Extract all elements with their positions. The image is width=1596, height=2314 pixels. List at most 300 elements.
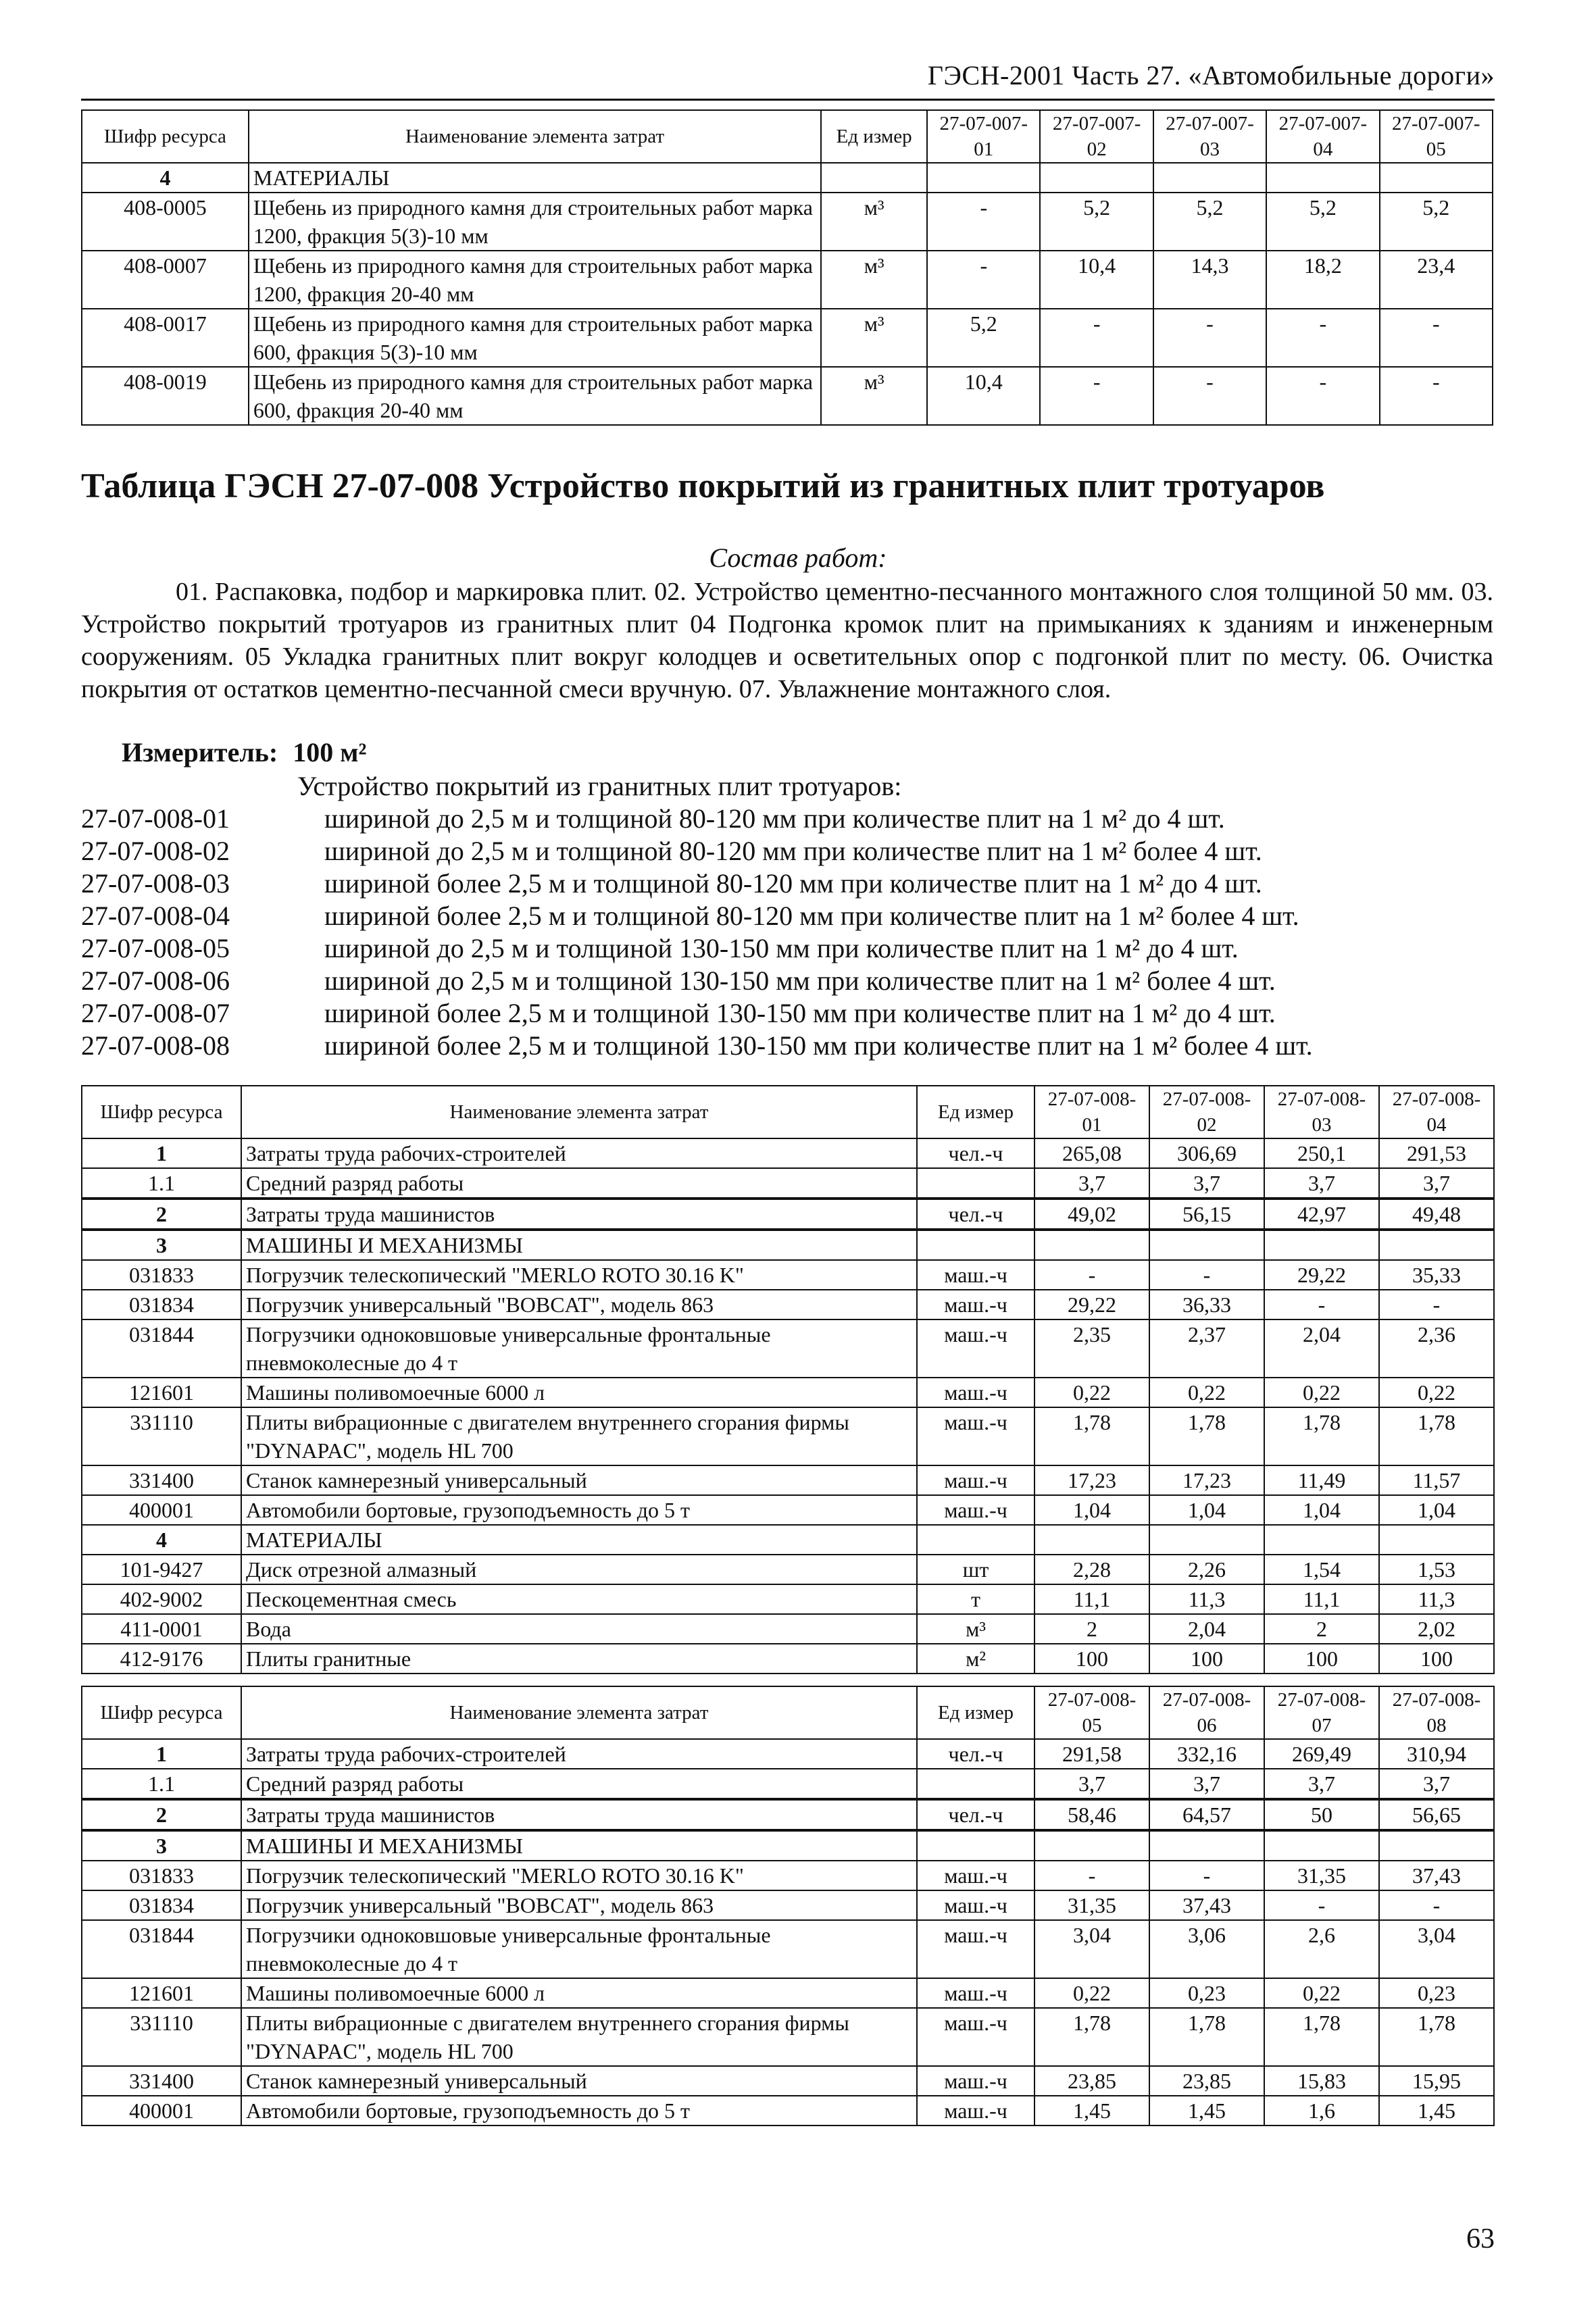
table-row — [82, 1199, 1494, 1230]
variant-text: шириной более 2,5 м и толщиной 130-150 мм при количестве плит на 1 м² до 4 шт. — [324, 998, 1276, 1028]
column-header: 27-07-008-03 — [1264, 1086, 1379, 1138]
value-cell: - — [1149, 1861, 1264, 1890]
value-cell: 1,53 — [1379, 1555, 1494, 1584]
value-cell: 35,33 — [1379, 1260, 1494, 1290]
header-rule — [81, 99, 1495, 101]
table-row — [82, 2066, 1494, 2096]
value-cell: 1,78 — [1149, 2008, 1264, 2066]
resource-name: Щебень из природного камня для строительных работ марка 600, фракция 5(3)-10 мм — [249, 309, 821, 367]
resource-code: 331400 — [82, 1465, 241, 1495]
table-title: Таблица ГЭСН 27-07-008 Устройство покрытий из гранитных плит тротуаров — [81, 467, 1325, 505]
value-cell: 11,1 — [1264, 1584, 1379, 1614]
resource-code: 408-0017 — [82, 309, 249, 367]
variant-code: 27-07-008-06 — [81, 965, 230, 996]
value-cell: 310,94 — [1379, 1739, 1494, 1769]
value-cell: 2 — [1034, 1614, 1149, 1644]
resource-name: Вода — [241, 1614, 917, 1644]
resource-name: Погрузчик телескопический "MERLO ROTO 30.16 K" — [241, 1861, 917, 1890]
value-cell: 1,78 — [1379, 2008, 1494, 2066]
value-cell: 1,78 — [1379, 1407, 1494, 1465]
list-item — [81, 965, 1313, 997]
variant-text: шириной более 2,5 м и толщиной 80-120 мм при количестве плит на 1 м² до 4 шт. — [324, 868, 1262, 899]
value-cell: 49,02 — [1034, 1199, 1149, 1230]
resources-table-008-05-08 — [81, 1686, 1495, 2126]
column-header: Наименование элемента затрат — [241, 1086, 917, 1138]
value-cell: 2,02 — [1379, 1614, 1494, 1644]
unit-cell: м³ — [917, 1614, 1034, 1644]
variant-code: 27-07-008-08 — [81, 1030, 230, 1061]
value-cell: 37,43 — [1149, 1890, 1264, 1920]
value-cell: 100 — [1264, 1644, 1379, 1674]
value-cell: 2,35 — [1034, 1319, 1149, 1378]
resource-code: 031844 — [82, 1920, 241, 1978]
value-cell: 11,3 — [1379, 1584, 1494, 1614]
meter-value: 100 м² — [293, 737, 367, 768]
table-row — [82, 1555, 1494, 1584]
table-row — [82, 309, 1493, 367]
list-item — [81, 997, 1313, 1030]
resource-name: МАШИНЫ И МЕХАНИЗМЫ — [241, 1830, 917, 1861]
value-cell — [1264, 1830, 1379, 1861]
unit-cell: маш.-ч — [917, 1861, 1034, 1890]
value-cell: 0,22 — [1264, 1978, 1379, 2008]
value-cell: - — [1153, 309, 1266, 367]
resource-name: Станок камнерезный универсальный — [241, 2066, 917, 2096]
table-body — [82, 1138, 1494, 1674]
resource-name: Затраты труда машинистов — [241, 1199, 917, 1230]
variants-intro: Устройство покрытий из гранитных плит тротуаров: — [297, 771, 902, 801]
value-cell: - — [1034, 1260, 1149, 1290]
variant-text: шириной до 2,5 м и толщиной 130-150 мм при количестве плит на 1 м² до 4 шт. — [324, 933, 1239, 963]
unit-cell: маш.-ч — [917, 2066, 1034, 2096]
value-cell: 100 — [1034, 1644, 1149, 1674]
value-cell: 291,53 — [1379, 1138, 1494, 1168]
resource-code: 031834 — [82, 1890, 241, 1920]
table-row — [82, 1407, 1494, 1465]
variant-text: шириной до 2,5 м и толщиной 80-120 мм при количестве плит на 1 м² до 4 шт. — [324, 803, 1225, 834]
value-cell: 0,22 — [1034, 1378, 1149, 1407]
list-item — [81, 1030, 1313, 1062]
resource-name: Плиты вибрационные с двигателем внутреннего сгорания фирмы "DYNAPAC", модель HL 700 — [241, 1407, 917, 1465]
unit-cell — [917, 1168, 1034, 1199]
value-cell: 29,22 — [1034, 1290, 1149, 1319]
value-cell — [1379, 1830, 1494, 1861]
value-cell: 269,49 — [1264, 1739, 1379, 1769]
value-cell: 5,2 — [1040, 193, 1153, 251]
column-header: Наименование элемента затрат — [249, 110, 821, 163]
variant-code: 27-07-008-07 — [81, 998, 230, 1028]
resource-code: 3 — [82, 1230, 241, 1260]
table-row — [82, 1978, 1494, 2008]
table-row — [82, 1769, 1494, 1799]
value-cell: 2,37 — [1149, 1319, 1264, 1378]
column-header: 27-07-007-03 — [1153, 110, 1266, 163]
value-cell: - — [1040, 367, 1153, 425]
resource-code: 412-9176 — [82, 1644, 241, 1674]
unit-cell: м³ — [821, 193, 927, 251]
value-cell: 1,6 — [1264, 2096, 1379, 2126]
value-cell: 3,04 — [1379, 1920, 1494, 1978]
value-cell: 37,43 — [1379, 1861, 1494, 1890]
value-cell: 1,78 — [1149, 1407, 1264, 1465]
value-cell: 0,22 — [1149, 1378, 1264, 1407]
value-cell — [1149, 1525, 1264, 1555]
resource-code: 411-0001 — [82, 1614, 241, 1644]
table-row — [82, 1230, 1494, 1260]
unit-cell: чел.-ч — [917, 1199, 1034, 1230]
value-cell: 306,69 — [1149, 1138, 1264, 1168]
table-row — [82, 1138, 1494, 1168]
table-header-row — [82, 110, 1493, 163]
table-row — [82, 1830, 1494, 1861]
resource-code: 3 — [82, 1830, 241, 1861]
unit-cell: м³ — [821, 309, 927, 367]
value-cell: 5,2 — [1266, 193, 1379, 251]
value-cell: 15,83 — [1264, 2066, 1379, 2096]
list-item — [81, 900, 1313, 932]
value-cell: 49,48 — [1379, 1199, 1494, 1230]
table-row — [82, 1378, 1494, 1407]
value-cell: - — [1264, 1890, 1379, 1920]
value-cell: 10,4 — [1040, 251, 1153, 309]
value-cell: 31,35 — [1034, 1890, 1149, 1920]
value-cell: 18,2 — [1266, 251, 1379, 309]
resource-code: 400001 — [82, 2096, 241, 2126]
value-cell: 1,04 — [1264, 1495, 1379, 1525]
value-cell: 2,04 — [1264, 1319, 1379, 1378]
value-cell: 0,23 — [1149, 1978, 1264, 2008]
table-row — [82, 1495, 1494, 1525]
column-header: Шифр ресурса — [82, 1686, 241, 1739]
variant-code: 27-07-008-05 — [81, 933, 230, 963]
unit-cell: маш.-ч — [917, 1465, 1034, 1495]
value-cell: - — [1266, 309, 1379, 367]
value-cell: - — [1379, 1890, 1494, 1920]
variant-code: 27-07-008-04 — [81, 901, 230, 931]
resource-name: Погрузчик универсальный "BOBCAT", модель 863 — [241, 1890, 917, 1920]
value-cell: 3,7 — [1149, 1769, 1264, 1799]
value-cell: 2,26 — [1149, 1555, 1264, 1584]
value-cell: 56,65 — [1379, 1799, 1494, 1830]
value-cell: 3,7 — [1264, 1168, 1379, 1199]
resource-code: 1.1 — [82, 1168, 241, 1199]
column-header: Шифр ресурса — [82, 1086, 241, 1138]
column-header: 27-07-007-01 — [927, 110, 1040, 163]
column-header: 27-07-007-05 — [1380, 110, 1493, 163]
value-cell: 2,36 — [1379, 1319, 1494, 1378]
unit-cell: маш.-ч — [917, 1319, 1034, 1378]
value-cell: 2,04 — [1149, 1614, 1264, 1644]
value-cell: 0,22 — [1379, 1378, 1494, 1407]
resource-code: 1 — [82, 1739, 241, 1769]
resource-name: Автомобили бортовые, грузоподъемность до 5 т — [241, 2096, 917, 2126]
value-cell: 1,45 — [1034, 2096, 1149, 2126]
running-head: ГЭСН-2001 Часть 27. «Автомобильные дороги» — [927, 60, 1495, 91]
resource-name: Плиты гранитные — [241, 1644, 917, 1674]
value-cell: 265,08 — [1034, 1138, 1149, 1168]
column-header: Ед измер — [917, 1686, 1034, 1739]
list-item — [81, 803, 1313, 835]
value-cell — [1034, 1830, 1149, 1861]
table-header-row — [82, 1686, 1494, 1739]
table-row — [82, 1168, 1494, 1199]
section-code: 4 — [82, 163, 249, 193]
column-header: 27-07-008-05 — [1034, 1686, 1149, 1739]
value-cell: 291,58 — [1034, 1739, 1149, 1769]
value-cell — [1379, 1230, 1494, 1260]
value-cell: - — [1034, 1861, 1149, 1890]
unit-cell: маш.-ч — [917, 1978, 1034, 2008]
unit-cell: чел.-ч — [917, 1799, 1034, 1830]
resource-name: Щебень из природного камня для строительных работ марка 1200, фракция 5(3)-10 мм — [249, 193, 821, 251]
value-cell: 23,4 — [1380, 251, 1493, 309]
column-header: 27-07-007-02 — [1040, 110, 1153, 163]
resource-code: 408-0007 — [82, 251, 249, 309]
resource-name: Щебень из природного камня для строительных работ марка 1200, фракция 20-40 мм — [249, 251, 821, 309]
column-header: Ед измер — [917, 1086, 1034, 1138]
value-cell: - — [1149, 1260, 1264, 1290]
resource-name: Погрузчик телескопический "MERLO ROTO 30.16 K" — [241, 1260, 917, 1290]
resource-code: 1 — [82, 1138, 241, 1168]
resource-code: 400001 — [82, 1495, 241, 1525]
column-header: 27-07-007-04 — [1266, 110, 1379, 163]
table-row — [82, 251, 1493, 309]
list-item — [81, 835, 1313, 867]
value-cell: 1,45 — [1379, 2096, 1494, 2126]
value-cell: 3,7 — [1149, 1168, 1264, 1199]
resource-name: Пескоцементная смесь — [241, 1584, 917, 1614]
table-row — [82, 2008, 1494, 2066]
column-header: 27-07-008-08 — [1379, 1686, 1494, 1739]
resource-code: 101-9427 — [82, 1555, 241, 1584]
table-header-row — [82, 1086, 1494, 1138]
value-cell: 1,04 — [1034, 1495, 1149, 1525]
resource-code: 031833 — [82, 1260, 241, 1290]
value-cell: 11,3 — [1149, 1584, 1264, 1614]
column-header: Шифр ресурса — [82, 110, 249, 163]
resource-name: Затраты труда рабочих-строителей — [241, 1739, 917, 1769]
value-cell: 2 — [1264, 1614, 1379, 1644]
unit-cell: маш.-ч — [917, 1290, 1034, 1319]
resource-name: Затраты труда рабочих-строителей — [241, 1138, 917, 1168]
unit-cell: маш.-ч — [917, 1260, 1034, 1290]
table-row — [82, 1861, 1494, 1890]
value-cell: 15,95 — [1379, 2066, 1494, 2096]
section-row — [82, 163, 1493, 193]
resource-code: 2 — [82, 1199, 241, 1230]
value-cell: 23,85 — [1034, 2066, 1149, 2096]
value-cell: - — [927, 193, 1040, 251]
resource-name: Диск отрезной алмазный — [241, 1555, 917, 1584]
variant-text: шириной до 2,5 м и толщиной 80-120 мм при количестве плит на 1 м² более 4 шт. — [324, 836, 1262, 866]
table-row — [82, 1799, 1494, 1830]
table-row — [82, 193, 1493, 251]
resource-name: Погрузчики одноковшовые универсальные фронтальные пневмоколесные до 4 т — [241, 1319, 917, 1378]
meter-line — [122, 736, 381, 768]
resource-code: 2 — [82, 1799, 241, 1830]
value-cell: 11,1 — [1034, 1584, 1149, 1614]
resource-name: Станок камнерезный универсальный — [241, 1465, 917, 1495]
unit-cell: маш.-ч — [917, 1378, 1034, 1407]
unit-cell: маш.-ч — [917, 1407, 1034, 1465]
column-header: 27-07-008-01 — [1034, 1086, 1149, 1138]
value-cell: 31,35 — [1264, 1861, 1379, 1890]
unit-cell — [917, 1230, 1034, 1260]
value-cell — [1149, 1230, 1264, 1260]
resource-name: Средний разряд работы — [241, 1168, 917, 1199]
variant-code: 27-07-008-02 — [81, 836, 230, 866]
resource-code: 408-0019 — [82, 367, 249, 425]
value-cell: 3,7 — [1264, 1769, 1379, 1799]
column-header: Наименование элемента затрат — [241, 1686, 917, 1739]
value-cell: 50 — [1264, 1799, 1379, 1830]
value-cell: 58,46 — [1034, 1799, 1149, 1830]
table-row — [82, 2096, 1494, 2126]
variant-text: шириной более 2,5 м и толщиной 80-120 мм при количестве плит на 1 м² более 4 шт. — [324, 901, 1299, 931]
table-row — [82, 1319, 1494, 1378]
value-cell: 1,78 — [1264, 2008, 1379, 2066]
unit-cell: т — [917, 1584, 1034, 1614]
table-body — [82, 1739, 1494, 2126]
table-row — [82, 1920, 1494, 1978]
value-cell: 64,57 — [1149, 1799, 1264, 1830]
table-row — [82, 1584, 1494, 1614]
table-row — [82, 1644, 1494, 1674]
resource-name: МАТЕРИАЛЫ — [241, 1525, 917, 1555]
resource-code: 031833 — [82, 1861, 241, 1890]
variants-list — [81, 803, 1313, 1062]
resource-code: 031844 — [82, 1319, 241, 1378]
unit-cell: маш.-ч — [917, 1890, 1034, 1920]
table-row — [82, 1260, 1494, 1290]
value-cell: 0,22 — [1264, 1378, 1379, 1407]
value-cell: 23,85 — [1149, 2066, 1264, 2096]
variant-code: 27-07-008-01 — [81, 803, 230, 834]
resource-code: 408-0005 — [82, 193, 249, 251]
unit-cell: м³ — [821, 251, 927, 309]
resource-code: 4 — [82, 1525, 241, 1555]
value-cell: 3,06 — [1149, 1920, 1264, 1978]
value-cell: 5,2 — [1380, 193, 1493, 251]
column-header: 27-07-008-06 — [1149, 1686, 1264, 1739]
resource-name: Щебень из природного камня для строительных работ марка 600, фракция 20-40 мм — [249, 367, 821, 425]
value-cell: 56,15 — [1149, 1199, 1264, 1230]
unit-cell: чел.-ч — [917, 1739, 1034, 1769]
value-cell: 3,7 — [1034, 1769, 1149, 1799]
value-cell: - — [1153, 367, 1266, 425]
value-cell: - — [1040, 309, 1153, 367]
unit-cell — [917, 1830, 1034, 1861]
column-header: 27-07-008-02 — [1149, 1086, 1264, 1138]
unit-cell: маш.-ч — [917, 1920, 1034, 1978]
variant-text: шириной до 2,5 м и толщиной 130-150 мм при количестве плит на 1 м² более 4 шт. — [324, 965, 1276, 996]
value-cell: 10,4 — [927, 367, 1040, 425]
table-row — [82, 1290, 1494, 1319]
table-row — [82, 1890, 1494, 1920]
list-item — [81, 932, 1313, 965]
page-number: 63 — [1466, 2223, 1495, 2255]
value-cell — [1379, 1525, 1494, 1555]
resource-code: 121601 — [82, 1378, 241, 1407]
value-cell: 11,57 — [1379, 1465, 1494, 1495]
unit-cell: м² — [917, 1644, 1034, 1674]
value-cell: 5,2 — [1153, 193, 1266, 251]
table-row — [82, 367, 1493, 425]
meter-label: Измеритель: — [122, 737, 278, 768]
table-row — [82, 1525, 1494, 1555]
unit-cell: маш.-ч — [917, 1495, 1034, 1525]
unit-cell: м³ — [821, 367, 927, 425]
value-cell: 11,49 — [1264, 1465, 1379, 1495]
value-cell: 1,78 — [1034, 2008, 1149, 2066]
value-cell: 1,54 — [1264, 1555, 1379, 1584]
resource-code: 121601 — [82, 1978, 241, 2008]
materials-table-007 — [81, 109, 1493, 426]
resource-code: 331110 — [82, 1407, 241, 1465]
value-cell: - — [1379, 1290, 1494, 1319]
value-cell: 3,7 — [1034, 1168, 1149, 1199]
column-header: 27-07-008-04 — [1379, 1086, 1494, 1138]
value-cell: 29,22 — [1264, 1260, 1379, 1290]
value-cell: 3,04 — [1034, 1920, 1149, 1978]
variant-text: шириной более 2,5 м и толщиной 130-150 мм при количестве плит на 1 м² более 4 шт. — [324, 1030, 1313, 1061]
value-cell: 17,23 — [1034, 1465, 1149, 1495]
resource-name: Погрузчики одноковшовые универсальные фронтальные пневмоколесные до 4 т — [241, 1920, 917, 1978]
table-row — [82, 1614, 1494, 1644]
value-cell: 14,3 — [1153, 251, 1266, 309]
composition-text: 01. Распаковка, подбор и маркировка плит. 02. Устройство цементно-песчанного монтажного слоя толщиной 50 мм. 03. Устройство покрытий тротуаров из гранитных плит 04 Подгонка кромок плит на примыканиях к зданиям и инженерным сооружениям. 05 Укладка гранитных плит вокруг колодцев и осветительных опор с подгонкой плит по месту. 06. Очистка покрытия от остатков цементно-песчанной смеси вручную. 07. Увлажнение монтажного слоя. — [81, 578, 1493, 703]
unit-cell — [917, 1525, 1034, 1555]
value-cell: - — [1380, 309, 1493, 367]
section-title: МАТЕРИАЛЫ — [249, 163, 821, 193]
unit-cell: шт — [917, 1555, 1034, 1584]
value-cell — [1264, 1525, 1379, 1555]
resource-code: 331110 — [82, 2008, 241, 2066]
value-cell: 0,23 — [1379, 1978, 1494, 2008]
unit-cell: маш.-ч — [917, 2008, 1034, 2066]
column-header: 27-07-008-07 — [1264, 1686, 1379, 1739]
resource-name: Машины поливомоечные 6000 л — [241, 1978, 917, 2008]
resource-name: МАШИНЫ И МЕХАНИЗМЫ — [241, 1230, 917, 1260]
resource-code: 331400 — [82, 2066, 241, 2096]
unit-cell: маш.-ч — [917, 2096, 1034, 2126]
table-row — [82, 1739, 1494, 1769]
value-cell: 36,33 — [1149, 1290, 1264, 1319]
composition-heading: Состав работ: — [709, 543, 887, 573]
value-cell — [1264, 1230, 1379, 1260]
resource-name: Затраты труда машинистов — [241, 1799, 917, 1830]
value-cell: 3,7 — [1379, 1769, 1494, 1799]
value-cell: 17,23 — [1149, 1465, 1264, 1495]
value-cell: 2,28 — [1034, 1555, 1149, 1584]
value-cell: 5,2 — [927, 309, 1040, 367]
unit-cell: чел.-ч — [917, 1138, 1034, 1168]
table-row — [82, 1465, 1494, 1495]
value-cell: - — [1266, 367, 1379, 425]
value-cell: - — [927, 251, 1040, 309]
value-cell: 100 — [1379, 1644, 1494, 1674]
value-cell: 1,78 — [1264, 1407, 1379, 1465]
value-cell — [1149, 1830, 1264, 1861]
resource-code: 031834 — [82, 1290, 241, 1319]
list-item — [81, 867, 1313, 900]
resource-name: Машины поливомоечные 6000 л — [241, 1378, 917, 1407]
resource-name: Автомобили бортовые, грузоподъемность до 5 т — [241, 1495, 917, 1525]
value-cell: - — [1264, 1290, 1379, 1319]
value-cell: 0,22 — [1034, 1978, 1149, 2008]
resources-table-008-01-04 — [81, 1085, 1495, 1674]
value-cell: 332,16 — [1149, 1739, 1264, 1769]
